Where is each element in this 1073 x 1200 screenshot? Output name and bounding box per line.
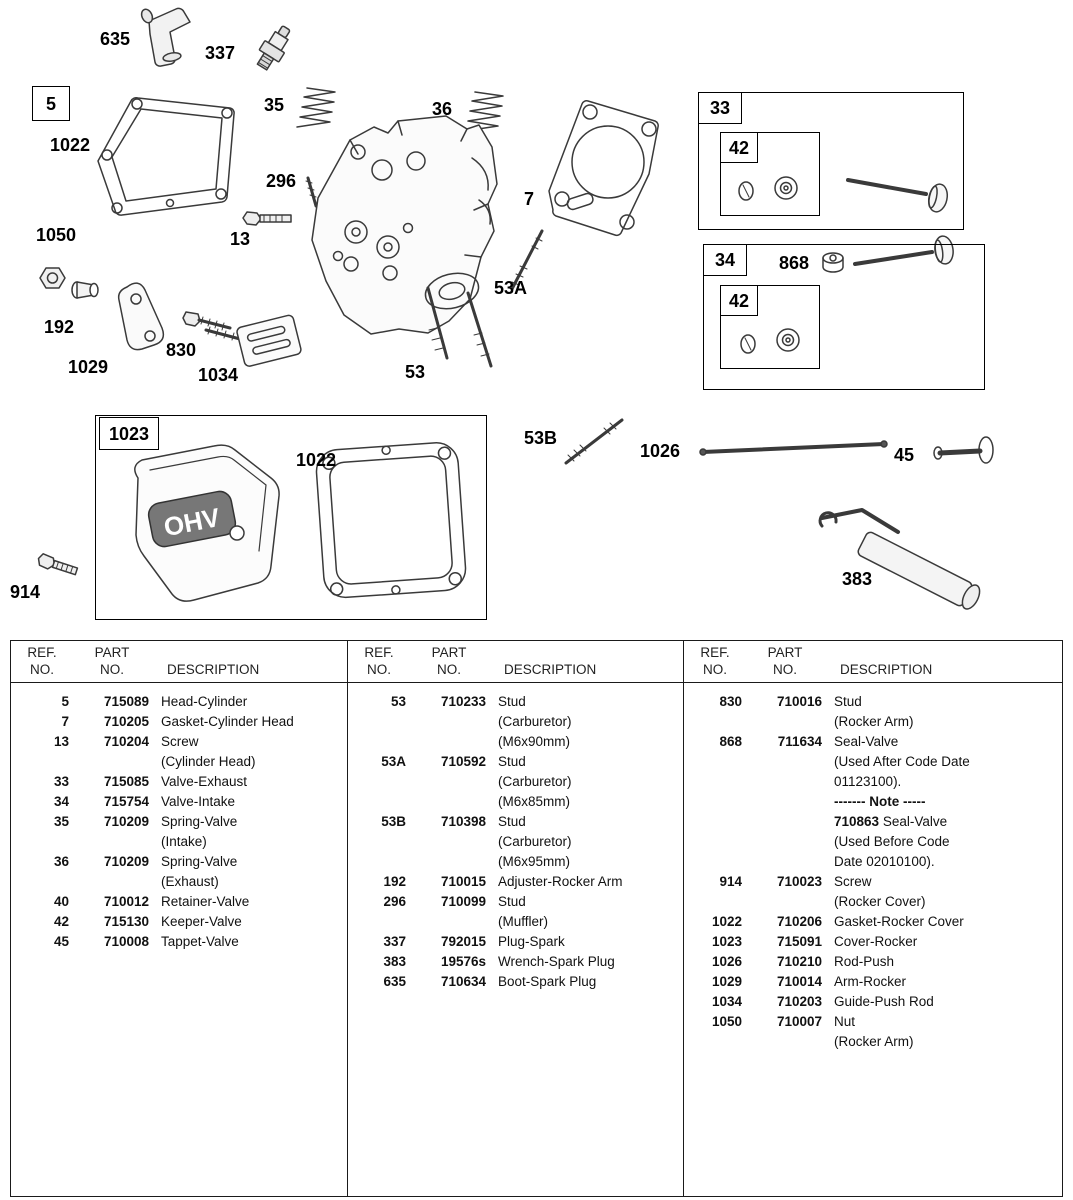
ref-no: 33 [53,774,69,789]
ref-no [684,712,742,732]
header-text: DESCRIPTION [504,662,597,678]
callout-1023: 1023 [99,417,159,450]
table-row [11,772,347,792]
table-row [11,852,347,872]
description: (Carburetor) [498,714,572,729]
description: Head-Cylinder [161,694,248,709]
ref-no [11,832,69,852]
part-no [742,1032,822,1052]
description: Keeper-Valve [161,914,242,929]
description: Cover-Rocker [834,934,918,949]
description: Wrench-Spark Plug [498,954,615,969]
description: Gasket-Cylinder Head [161,714,294,729]
cover-logo-text: OHV [161,502,223,543]
callout-5: 5 [32,86,70,121]
ref-no [684,752,742,772]
ref-no [348,772,406,792]
parts-column-1 [11,641,348,1196]
description: (Rocker Arm) [834,1034,914,1049]
table-row [11,752,347,772]
ref-no: 53 [390,694,406,709]
ref-no: 45 [53,934,69,949]
ref-no [348,832,406,852]
description: 01123100). [834,774,902,789]
ref-no: 35 [53,814,69,829]
description: Retainer-Valve [161,894,250,909]
description: ------- Note ----- [834,794,926,809]
callout-383: 383 [842,569,873,589]
table-row [11,692,347,712]
rocker-gasket-top-drawing [98,98,234,215]
header-text: REF. [27,645,57,661]
carburetor-stud-53b-drawing [566,420,622,463]
part-no: 710398 [440,814,486,829]
head-gasket-drawing [549,101,658,236]
table-row [684,852,1062,872]
table-row [348,732,683,752]
description: Rod-Push [834,954,895,969]
description: (Cylinder Head) [161,754,256,769]
part-no [742,852,822,872]
description: Boot-Spark Plug [498,974,597,989]
callout-337: 337 [205,43,236,63]
callout-192: 192 [44,317,75,337]
callout-13: 13 [230,229,251,249]
header-text: DESCRIPTION [167,662,260,678]
push-rod-guide-drawing [236,314,302,367]
ref-no: 192 [383,874,406,889]
part-no: 710023 [776,874,822,889]
part-no [69,872,149,892]
header-text: PART [767,645,803,661]
column-header-1 [11,641,347,683]
part-no: 710592 [440,754,486,769]
description: (M6x95mm) [498,854,571,869]
description: Arm-Rocker [834,974,907,989]
part-no: 711634 [777,734,822,749]
ref-no: 1050 [711,1014,742,1029]
part-no [742,772,822,792]
table-row [348,812,683,832]
ref-no: 830 [719,694,742,709]
table-row [11,812,347,832]
callout-830: 830 [166,340,197,360]
ref-no: 34 [53,794,69,809]
description: (Muffler) [498,914,549,929]
description: Spring-Valve [161,814,238,829]
muffler-stud-drawing [306,178,316,206]
table-row [348,692,683,712]
ref-no [684,852,742,872]
callout-53B: 53B [524,428,558,448]
part-no [742,812,822,832]
description: Stud [498,894,526,909]
table-row [684,1032,1062,1052]
callout-1029: 1029 [68,357,109,377]
part-no: 710205 [103,714,149,729]
part-no: 710007 [776,1014,822,1029]
ref-no: 53A [381,754,406,769]
callout-1050: 1050 [36,225,77,245]
table-row [684,1012,1062,1032]
callout-35: 35 [264,95,285,115]
ref-no [684,812,742,832]
description: Spring-Valve [161,854,238,869]
header-description [840,662,932,679]
rocker-stud-drawing [206,327,240,340]
table-row [684,712,1062,732]
description: Screw [161,734,199,749]
part-no: 710099 [440,894,486,909]
header-description [504,662,596,679]
table-row [348,832,683,852]
ref-no: 53B [381,814,406,829]
head-screw-drawing [243,212,291,225]
part-no [742,712,822,732]
table-row [684,952,1062,972]
description: Seal-Valve [834,734,899,749]
callout-53: 53 [405,362,426,382]
ref-no [684,792,742,812]
part-no: 710209 [103,854,149,869]
ref-no [348,852,406,872]
table-row [348,932,683,952]
description: Nut [834,1014,856,1029]
intake-spring-drawing [297,88,335,127]
description: (Exhaust) [161,874,219,889]
table-row [11,912,347,932]
table-row [684,812,1062,832]
rocker-adjuster-drawing [183,312,230,330]
table-row [11,832,347,852]
table-row [684,692,1062,712]
description: Stud [498,694,526,709]
parts-column-3 [684,641,1062,1196]
description: (Rocker Cover) [834,894,926,909]
ref-no: 36 [53,854,69,869]
table-row [11,892,347,912]
header-ref [348,645,410,679]
part-no: 710210 [776,954,822,969]
table-row [684,872,1062,892]
description: Guide-Push Rod [834,994,934,1009]
part-no: 710008 [103,934,149,949]
description: Valve-Exhaust [161,774,248,789]
part-no [406,792,486,812]
table-row [11,932,347,952]
spark-plug-boot-drawing [140,8,190,67]
header-text: NO. [99,662,124,678]
table-row [348,752,683,772]
column-header-2 [348,641,683,683]
callout-635: 635 [100,29,131,49]
header-part [73,645,151,679]
callout-42: 42 [720,132,758,163]
part-no: 710015 [440,874,486,889]
ref-no [11,752,69,772]
table-row [348,912,683,932]
description: Stud [498,754,526,769]
part-no: 710206 [776,914,822,929]
rocker-nut-drawing [40,268,65,288]
part-no [742,792,822,812]
description: Valve-Intake [161,794,236,809]
description: (M6x90mm) [498,734,571,749]
table-row [348,872,683,892]
callout-33: 33 [698,92,742,124]
part-no: 710016 [776,694,822,709]
header-part [410,645,488,679]
ref-no [684,892,742,912]
ref-no: 1026 [711,954,742,969]
table-row [11,732,347,752]
table-row [348,792,683,812]
description: Tappet-Valve [161,934,239,949]
part-no: 710204 [103,734,149,749]
ref-no: 13 [53,734,69,749]
ref-no: 1022 [711,914,742,929]
description: Stud [834,694,862,709]
part-no: 792015 [440,934,486,949]
table-row [684,792,1062,812]
part-no [406,852,486,872]
table-row [684,992,1062,1012]
ref-no [684,832,742,852]
description: (Carburetor) [498,834,572,849]
callout-1026: 1026 [640,441,681,461]
table-row [684,912,1062,932]
ref-no: 40 [53,894,69,909]
ref-no: 383 [383,954,406,969]
callout-1022: 1022 [50,135,91,155]
header-text: DESCRIPTION [840,662,933,678]
description: Screw [834,874,872,889]
ref-no: 296 [383,894,406,909]
description: 710863 Seal-Valve [834,814,948,829]
table-row [11,872,347,892]
description: Date 02010100). [834,854,935,869]
ref-no: 42 [53,914,69,929]
callout-42: 42 [720,285,758,316]
header-ref [684,645,746,679]
push-rod-drawing [700,441,887,455]
part-no [69,832,149,852]
ref-no [348,912,406,932]
part-no: 715089 [103,694,149,709]
table-row [684,752,1062,772]
part-no: 715754 [103,794,149,809]
table-row [348,952,683,972]
table-row [684,892,1062,912]
part-no: 710203 [776,994,822,1009]
callout-1022: 1022 [296,450,337,470]
table-row [348,972,683,992]
table-row [348,892,683,912]
part-no [406,912,486,932]
table-row [684,732,1062,752]
cover-screw-drawing [36,553,78,578]
parts-rows-1 [11,683,347,952]
part-no: 715085 [103,774,149,789]
ref-no [684,1032,742,1052]
description: Stud [498,814,526,829]
table-row [684,972,1062,992]
part-no [742,752,822,772]
callout-34: 34 [703,244,747,276]
ref-no [348,792,406,812]
description: (Rocker Arm) [834,714,914,729]
description: (Used After Code Date [834,754,970,769]
column-header-3 [684,641,1062,683]
part-no [69,752,149,772]
header-ref [11,645,73,679]
part-no [742,832,822,852]
ref-no: 5 [61,694,69,709]
parts-rows-3 [684,683,1062,1052]
description: (Intake) [161,834,207,849]
header-description [167,662,259,679]
exhaust-spring-drawing [465,92,503,131]
header-text: PART [431,645,467,661]
description: (M6x85mm) [498,794,571,809]
header-text: NO. [436,662,461,678]
tappet-drawing [934,437,993,463]
part-no [406,832,486,852]
part-no: 715091 [776,934,822,949]
parts-rows-2 [348,683,683,992]
part-no [406,772,486,792]
ref-no: 914 [719,874,742,889]
part-no: 710012 [103,894,149,909]
ref-no: 1023 [711,934,742,949]
ref-no: 1034 [711,994,742,1009]
part-no: 19576s [440,954,486,969]
header-part [746,645,824,679]
table-row [11,792,347,812]
parts-table [10,640,1063,1197]
ref-no: 635 [383,974,406,989]
ref-no [11,872,69,892]
ref-no: 868 [719,734,742,749]
table-row [11,712,347,732]
ref-no: 7 [61,714,69,729]
description: Plug-Spark [498,934,565,949]
header-text: PART [94,645,130,661]
table-row [348,712,683,732]
ref-no: 337 [383,934,406,949]
part-no: 710014 [776,974,822,989]
header-text: NO. [29,662,54,678]
table-row [684,772,1062,792]
callout-868: 868 [779,253,810,273]
callout-296: 296 [266,171,297,191]
part-no: 710233 [440,694,486,709]
part-no [406,712,486,732]
callout-53A: 53A [494,278,528,298]
spark-plug-wrench-drawing [820,510,983,612]
callout-914: 914 [10,582,41,602]
ref-no [348,712,406,732]
ref-no [348,732,406,752]
rocker-arm-drawing [119,283,164,349]
part-no: 710209 [103,814,149,829]
table-row [348,852,683,872]
description: (Carburetor) [498,774,572,789]
header-text: NO. [702,662,727,678]
part-no [406,732,486,752]
ref-no [684,772,742,792]
callout-1034: 1034 [198,365,239,385]
part-no [742,892,822,912]
description: Gasket-Rocker Cover [834,914,964,929]
header-text: NO. [772,662,797,678]
description: (Used Before Code [834,834,950,849]
table-row [684,832,1062,852]
spacer-drawing [72,282,98,298]
table-row [684,932,1062,952]
header-text: REF. [700,645,730,661]
spark-plug-drawing [252,22,296,73]
callout-45: 45 [894,445,915,465]
part-no: 715130 [103,914,149,929]
header-text: REF. [364,645,394,661]
header-text: NO. [366,662,391,678]
part-no: 710634 [440,974,486,989]
callout-7: 7 [524,189,535,209]
description: Adjuster-Rocker Arm [498,874,623,889]
table-row [348,772,683,792]
callout-36: 36 [432,99,453,119]
ref-no: 1029 [711,974,742,989]
parts-column-2 [348,641,684,1196]
